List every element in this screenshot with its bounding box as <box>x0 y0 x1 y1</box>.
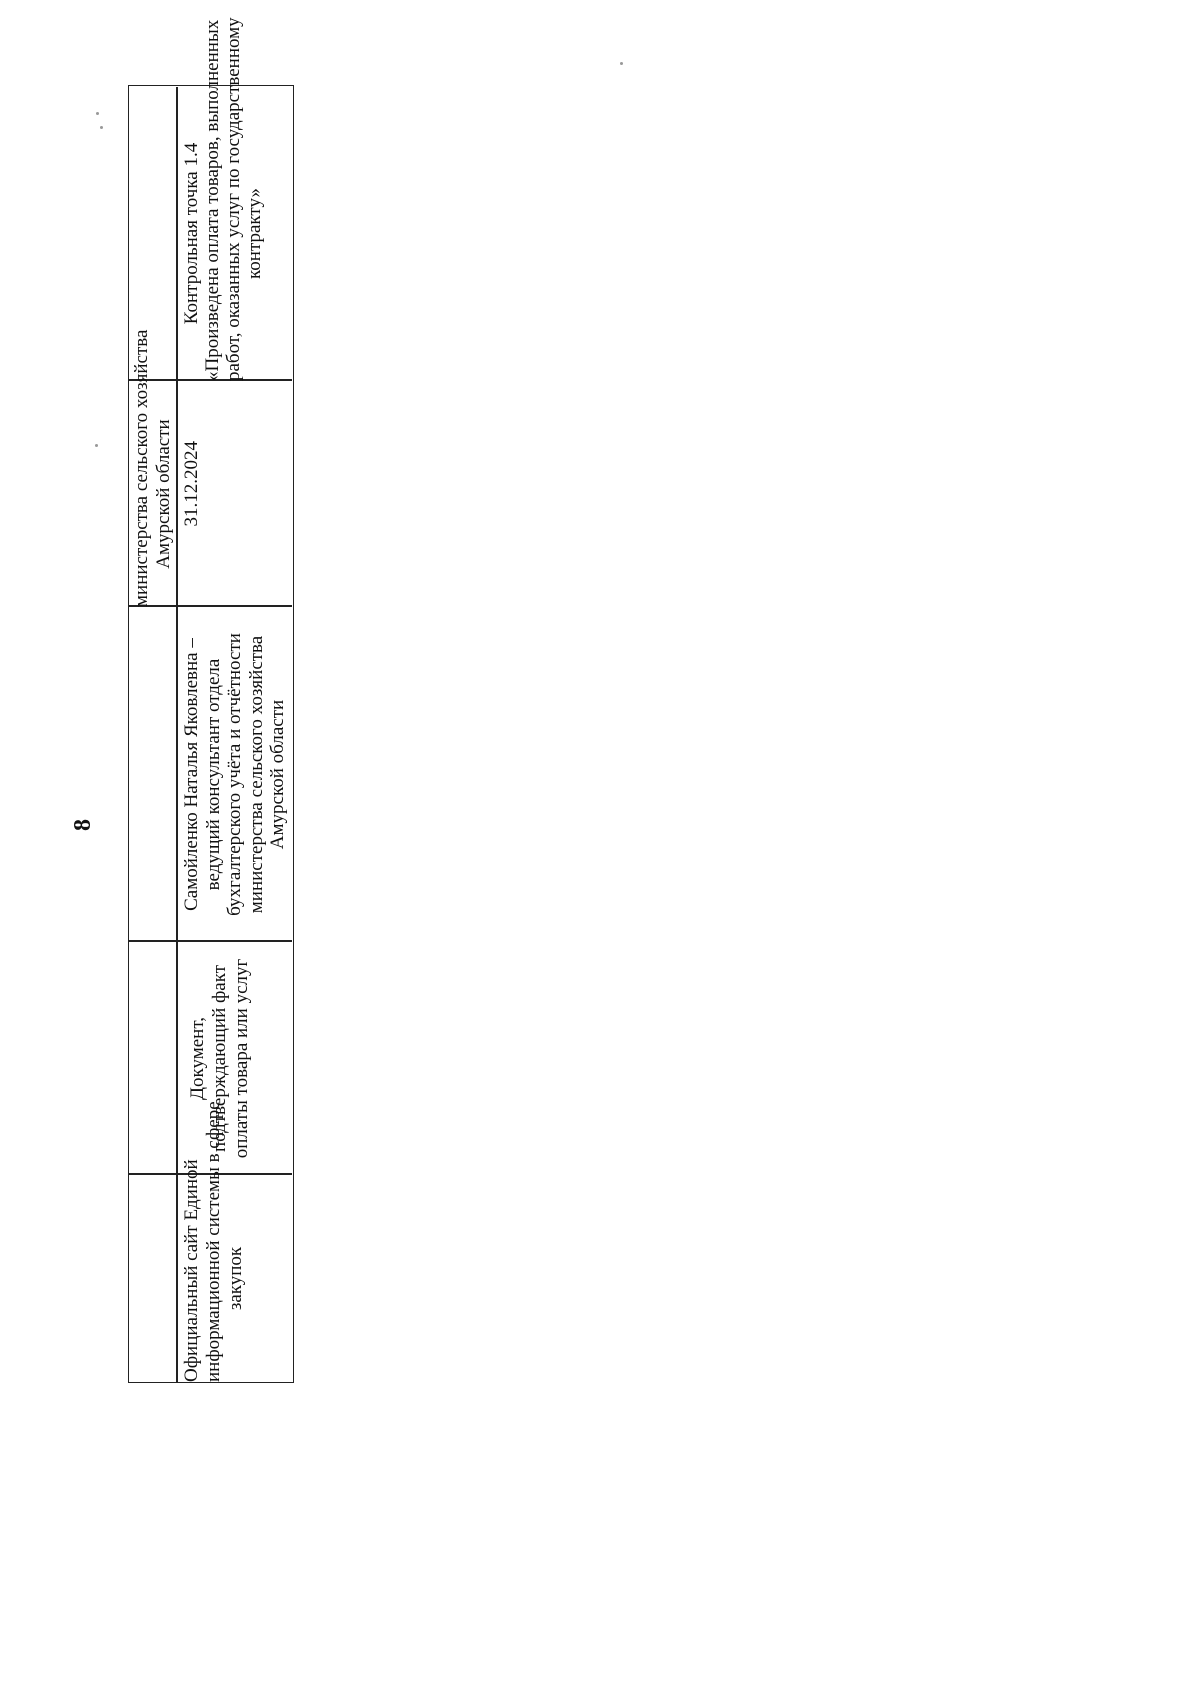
row-divider <box>176 87 178 1382</box>
text-line: работ, оказанных услуг по государственному <box>223 17 244 381</box>
date-text: 31.12.2024 <box>181 441 202 527</box>
scan-speck <box>96 112 99 115</box>
scan-speck <box>95 444 98 447</box>
text-line: Официальный сайт Единой <box>181 1159 202 1382</box>
text-line: закупок <box>225 1246 246 1311</box>
text-line: информационной системы в сфере <box>203 1101 224 1382</box>
event-cell <box>181 17 265 381</box>
text-line: Контрольная точка 1.4 <box>181 142 202 325</box>
text-line: Амурской области <box>153 419 174 569</box>
text-line: министерства сельского хозяйства <box>131 329 152 607</box>
text-line: Самойленко Наталья Яковлевна – <box>181 638 202 911</box>
scan-speck <box>100 126 103 129</box>
text-line: ведущий консультант отдела <box>202 658 224 891</box>
continued-responsible-cell <box>131 329 175 607</box>
text-line: Документ, <box>187 1017 208 1100</box>
text-line: бухгалтерского учёта и отчётности <box>224 633 245 916</box>
text-line: контракту» <box>244 188 265 279</box>
text-line: подтверждающий факт <box>209 964 230 1153</box>
scan-speck <box>620 62 623 65</box>
text-line: министерства сельского хозяйства <box>245 635 267 914</box>
info-system-cell <box>181 1101 247 1382</box>
page-number: 8 <box>70 819 96 831</box>
text-line: оплаты товара или услуг <box>231 958 252 1159</box>
date-cell <box>181 381 203 607</box>
text-line: Амурской области <box>267 699 288 850</box>
responsible-cell <box>181 607 289 942</box>
plan-table <box>128 17 294 1383</box>
text-line: «Произведена оплата товаров, выполненных <box>202 19 223 381</box>
